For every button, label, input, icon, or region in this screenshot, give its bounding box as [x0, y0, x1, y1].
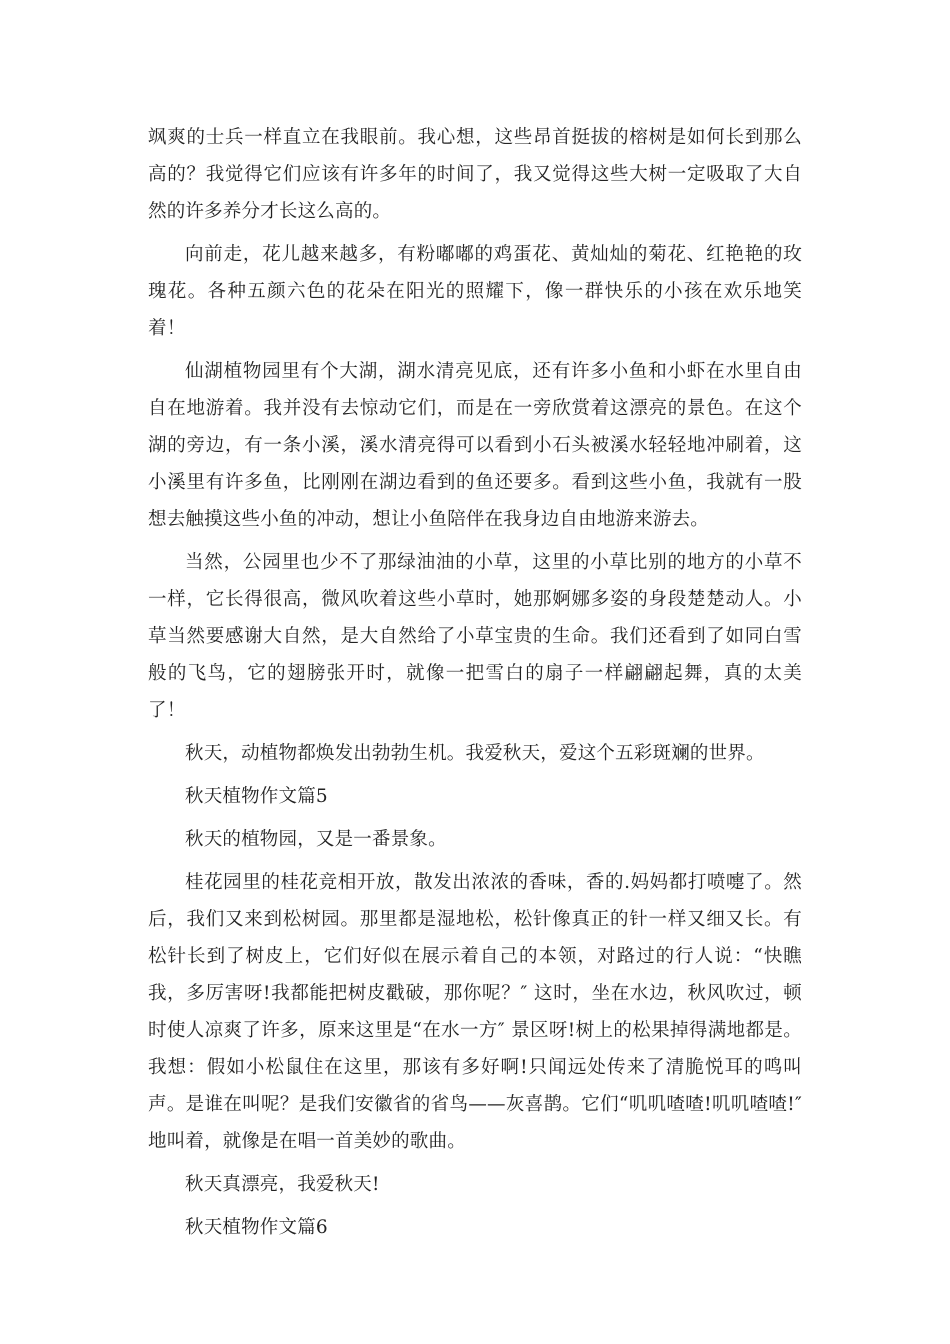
paragraph-lake: 仙湖植物园里有个大湖，湖水清亮见底，还有许多小鱼和小虾在水里自由自在地游着。我并没有去惊动它们，而是在一旁欣赏着这漂亮的景色。在这个湖的旁边，有一条小溪，溪水清亮得可以看到小石头被溪水轻轻地冲刷着，这小溪里有许多鱼，比刚刚在湖边看到的鱼还要多。看到这些小鱼，我就有一股想去触摸这些小鱼的冲动，想让小鱼陪伴在我身边自由地游来游去。 — [148, 361, 802, 530]
paragraph-autumn-summary: 秋天，动植物都焕发出勃勃生机。我爱秋天，爱这个五彩斑斓的世界。 — [185, 743, 765, 764]
paragraph-flowers: 向前走，花儿越来越多，有粉嘟嘟的鸡蛋花、黄灿灿的菊花、红艳艳的玫瑰花。各种五颜六色的花朵在阳光的照耀下，像一群快乐的小孩在欢乐地笑着！ — [148, 244, 802, 339]
paragraph-love-autumn: 秋天真漂亮，我爱秋天! — [185, 1174, 380, 1195]
section-heading-5: 秋天植物作文篇5 — [185, 786, 328, 807]
section-heading-6: 秋天植物作文篇6 — [185, 1217, 328, 1238]
paragraph-banyan-trees: 飒爽的士兵一样直立在我眼前。我心想，这些昂首挺拔的榕树是如何长到那么高的？我觉得它们应该有许多年的时间了，我又觉得这些大树一定吸取了大自然的许多养分才长这么高的。 — [148, 127, 802, 222]
paragraph-grass-birds: 当然，公园里也少不了那绿油油的小草，这里的小草比别的地方的小草不一样，它长得很高，微风吹着这些小草时，她那婀娜多姿的身段楚楚动人。小草当然要感谢大自然，是大自然给了小草宝贵的生命。我们还看到了如同白雪般的飞鸟，它的翅膀张开时，就像一把雪白的扇子一样翩翩起舞，真的太美了！ — [148, 552, 802, 721]
paragraph-botanical-garden: 秋天的植物园，又是一番景象。 — [185, 829, 447, 850]
paragraph-osmanthus-pine: 桂花园里的桂花竞相开放，散发出浓浓的香味，香的.妈妈都打喷嚏了。然后，我们又来到松树园。那里都是湿地松，松针像真正的针一样又细又长。有松针长到了树皮上，它们好似在展示着自己的本领，对路过的行人说：“快瞧我，多厉害呀!我都能把树皮戳破，那你呢？″ 这时，坐在水边，秋风吹过，顿时使人凉爽了许多，原来这里是“在水一方″ 景区呀!树上的松果掉得满地都是。我想：假如小松鼠住在这里，那该有多好啊!只闻远处传来了清脆悦耳的鸣叫声。是谁在叫呢？是我们安徽省的省鸟——灰喜鹊。它们“叽叽喳喳!叽叽喳喳!″ 地叫着，就像是在唱一首美妙的歌曲。 — [148, 872, 802, 1152]
